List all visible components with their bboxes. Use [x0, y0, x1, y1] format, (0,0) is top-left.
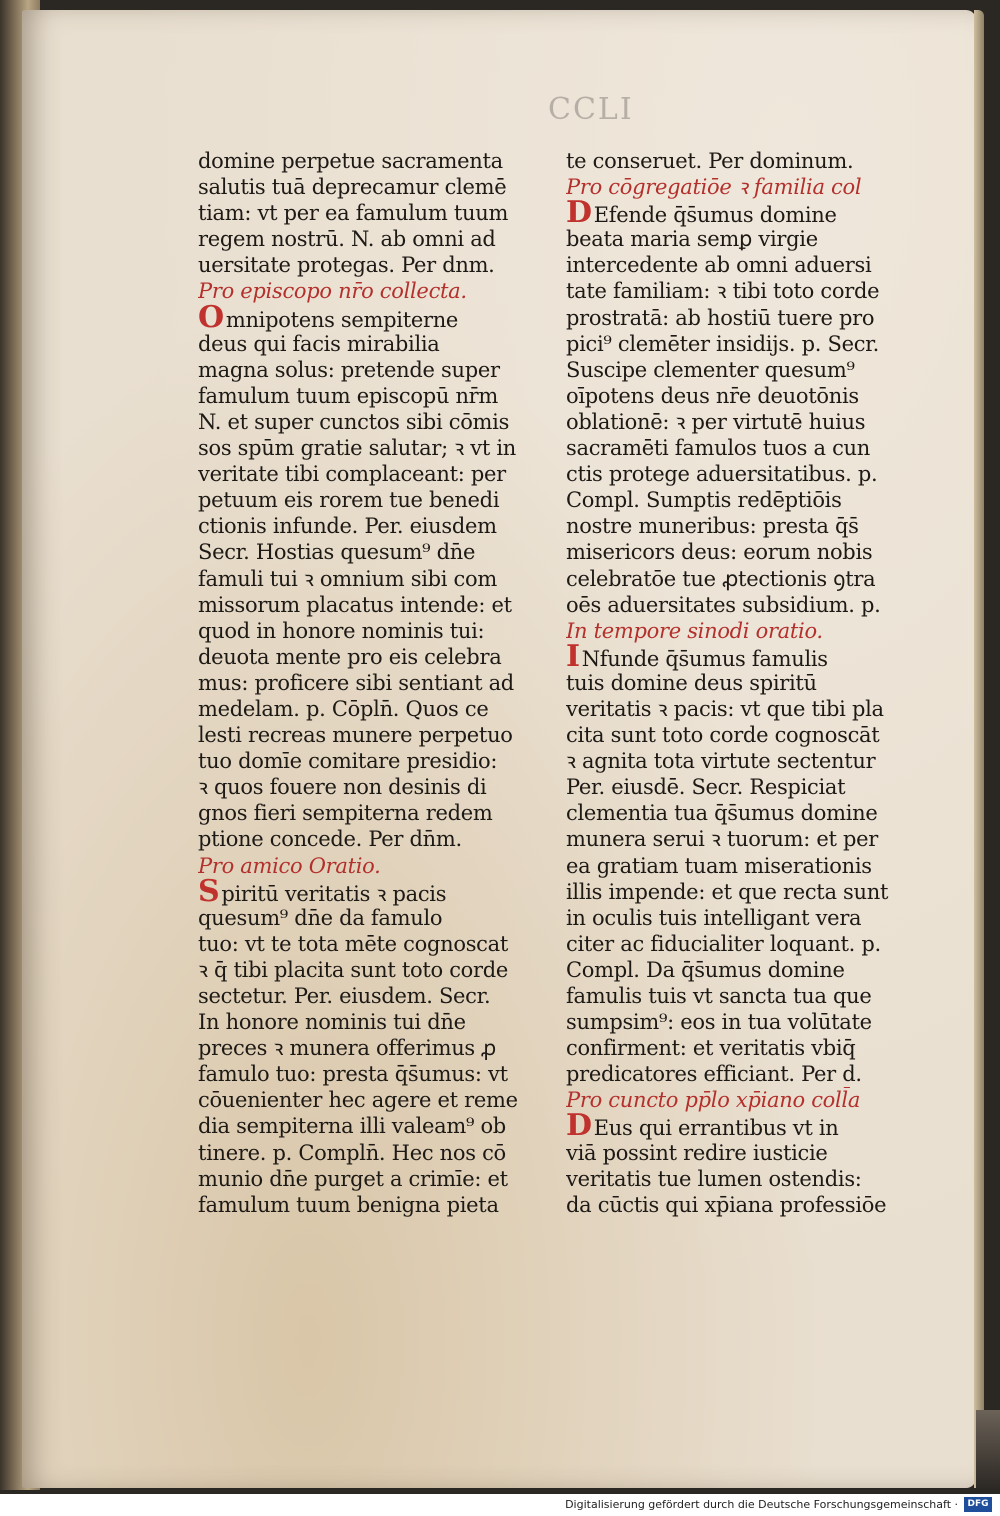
text-line	[566, 357, 906, 383]
text-line	[566, 278, 906, 304]
line-text: Compl. Da q̄s̄umus domine	[566, 957, 845, 982]
line-text: veritatis tue lumen ostendis:	[566, 1166, 862, 1191]
text-line	[566, 195, 906, 231]
decorated-initial: S	[198, 873, 220, 909]
line-text: sacramēti famulos tuos a cun	[566, 436, 870, 461]
text-line	[566, 722, 906, 748]
dfg-logo: DFG	[964, 1497, 992, 1512]
text-line	[198, 722, 546, 748]
text-line	[566, 513, 906, 539]
line-text: famulum tuum benigna pieta	[198, 1192, 499, 1217]
line-text: N. et super cunctos sibi cōmis	[198, 409, 510, 434]
line-text: deus qui facis mirabilia	[198, 331, 440, 356]
text-line	[198, 931, 546, 957]
text-line	[198, 461, 546, 487]
text-line	[566, 1166, 906, 1192]
line-text: Nfunde q̄s̄umus famulis	[581, 646, 828, 671]
text-line	[566, 826, 906, 852]
line-text: clementia tua q̄s̄umus domine	[566, 801, 878, 826]
text-line	[198, 1192, 546, 1218]
line-text: ctis protege aduersitatibus. p.	[566, 462, 878, 487]
text-line	[566, 1140, 906, 1166]
line-text: Per. eiusdē. Secr. Respiciat	[566, 775, 846, 800]
text-line	[566, 409, 906, 435]
text-line	[566, 1035, 906, 1061]
text-line	[566, 435, 906, 461]
line-text: ea gratiam tuam miserationis	[566, 853, 872, 878]
line-text: domine perpetue sacramenta	[198, 149, 503, 173]
text-line	[566, 696, 906, 722]
line-text: magna solus: pretende super	[198, 357, 500, 382]
line-text: tate familiam: ꝛ tibi toto corde	[566, 279, 880, 304]
line-text: oīpotens deus nr̄e deuotōnis	[566, 383, 859, 408]
line-text: missorum placatus intende: et	[198, 592, 512, 617]
line-text: quod in honore nominis tui:	[198, 618, 485, 643]
line-text: quesum⁹ dn̄e da famulo	[198, 905, 443, 930]
line-text: gnos fieri sempiterna redem	[198, 801, 493, 826]
binding-corner	[976, 1410, 1000, 1490]
text-line	[198, 226, 546, 252]
line-text: tuis domine deus spiritū	[566, 670, 817, 695]
text-line	[198, 299, 546, 335]
text-line	[198, 748, 546, 774]
line-text: famulo tuo: presta q̄s̄umus: vt	[198, 1062, 508, 1087]
text-line	[198, 1166, 546, 1192]
page-edge	[974, 10, 984, 1488]
rubric-heading	[198, 278, 546, 304]
rubric-heading	[566, 618, 906, 644]
text-line	[198, 174, 546, 200]
text-line	[566, 252, 906, 278]
text-line	[198, 1113, 546, 1139]
line-text: te conseruet. Per dominum.	[566, 149, 854, 173]
text-line	[566, 148, 906, 174]
text-line	[198, 435, 546, 461]
text-line	[566, 1108, 906, 1144]
line-text: in oculis tuis intelligant vera	[566, 905, 862, 930]
line-text: veritate tibi complaceant: per	[198, 462, 506, 487]
line-text: famulis tuis vt sancta tua que	[566, 984, 872, 1008]
line-text: preces ꝛ munera offerimus ꝓ	[198, 1036, 496, 1061]
line-text: Secr. Hostias quesum⁹ dn̄e	[198, 540, 476, 565]
text-line	[198, 1087, 546, 1113]
text-line	[198, 826, 546, 852]
text-line	[198, 670, 546, 696]
text-line	[198, 1140, 546, 1166]
right-text-column	[566, 148, 906, 1218]
text-line	[566, 853, 906, 879]
text-line	[198, 357, 546, 383]
line-text: illis impende: et que recta sunt	[566, 879, 889, 904]
line-text: In honore nominis tui dn̄e	[198, 1010, 466, 1035]
line-text: medelam. p. Cōpln̄. Quos ce	[198, 696, 489, 721]
line-text: lesti recreas munere perpetuo	[198, 723, 513, 748]
left-text-column	[198, 148, 546, 1218]
line-text: tuo domīe comitare presidio:	[198, 749, 498, 774]
text-line	[198, 566, 546, 592]
line-text: predicatores efficiant. Per d.	[566, 1062, 862, 1087]
folio-number: CCLI	[548, 92, 634, 127]
line-text: cōuenienter hec agere et reme	[198, 1088, 518, 1113]
text-line	[198, 539, 546, 565]
line-text: ꝛ agnita tota virtute sectentur	[566, 749, 876, 774]
line-text: oēs aduersitates subsidium. p.	[566, 592, 881, 617]
line-text: Pro cuncto pp̄lo xp̄iano coll̄a	[566, 1088, 861, 1113]
text-line	[566, 592, 906, 618]
line-text: Compl. Sumptis redēptiōis	[566, 488, 842, 513]
text-line	[566, 879, 906, 905]
text-line	[566, 487, 906, 513]
text-line	[198, 644, 546, 670]
line-text: tuo: vt te tota mēte cognoscat	[198, 931, 508, 956]
text-line	[198, 1061, 546, 1087]
line-text: ꝛ quos fouere non desinis di	[198, 775, 487, 800]
line-text: regem nostrū. N. ab omni ad	[198, 227, 496, 252]
line-text: tinere. p. Compln̄. Hec nos cō	[198, 1140, 506, 1165]
line-text: famulum tuum episcopū nr̄m	[198, 383, 499, 408]
line-text: mnipotens sempiterne	[225, 307, 459, 332]
text-line	[566, 983, 906, 1009]
line-text: prostratā: ab hostiū tuere pro	[566, 305, 875, 330]
decorated-initial: D	[566, 1108, 592, 1144]
text-line	[566, 383, 906, 409]
decorated-initial: I	[566, 638, 580, 674]
decorated-initial: O	[198, 299, 224, 335]
line-text: deuota mente pro eis celebra	[198, 644, 502, 669]
text-line	[566, 1061, 906, 1087]
text-line	[566, 774, 906, 800]
text-line	[566, 905, 906, 931]
line-text: famuli tui ꝛ omnium sibi com	[198, 566, 497, 591]
line-text: cita sunt toto corde cognoscāt	[566, 723, 880, 748]
text-line	[566, 461, 906, 487]
line-text: Pro amico Oratio.	[198, 853, 381, 878]
line-text: da cūctis qui xp̄iana professiōe	[566, 1192, 887, 1217]
rubric-heading	[566, 174, 906, 200]
text-line	[198, 513, 546, 539]
line-text: Pro cōgregatiōe ꝛ familia col	[566, 175, 862, 200]
line-text: viā possint redire iusticie	[566, 1140, 828, 1165]
text-line	[566, 539, 906, 565]
line-text: pici⁹ clemēter insidijs. p. Secr.	[566, 331, 879, 356]
line-text: intercedente ab omni aduersi	[566, 253, 872, 278]
line-text: Efende q̄s̄umus domine	[593, 203, 837, 228]
text-line	[198, 592, 546, 618]
line-text: sumpsim⁹: eos in tua volūtate	[566, 1010, 872, 1035]
line-text: sos spūm gratie salutar; ꝛ vt in	[198, 436, 516, 461]
line-text: piritū veritatis ꝛ pacis	[221, 881, 447, 906]
text-line	[198, 696, 546, 722]
text-line	[566, 1009, 906, 1035]
line-text: Suscipe clementer quesum⁹	[566, 357, 855, 382]
text-line	[566, 800, 906, 826]
line-text: beata maria semꝑ virgie	[566, 227, 818, 252]
line-text: celebratōe tue ꝓtectionis ꝯtra	[566, 566, 876, 591]
line-text: nostre muneribus: presta q̄s̄	[566, 514, 859, 539]
line-text: tiam: vt per ea famulum tuum	[198, 201, 509, 226]
text-line	[566, 566, 906, 592]
text-line	[198, 252, 546, 278]
line-text: misericors deus: eorum nobis	[566, 540, 873, 565]
text-line	[198, 409, 546, 435]
rubric-heading	[198, 853, 546, 879]
text-line	[198, 487, 546, 513]
line-text: sectetur. Per. eiusdem. Secr.	[198, 984, 491, 1008]
line-text: ꝛ q̄ tibi placita sunt toto corde	[198, 957, 509, 982]
line-text: oblationē: ꝛ per virtutē huius	[566, 409, 866, 434]
text-line	[566, 305, 906, 331]
line-text: salutis tuā deprecamur clemē	[198, 175, 507, 200]
text-line	[198, 983, 546, 1009]
text-line	[198, 1009, 546, 1035]
text-line	[198, 873, 546, 909]
text-line	[566, 638, 906, 674]
funding-credit: Digitalisierung gefördert durch die Deutsche Forschungsgemeinschaft ·	[565, 1498, 958, 1511]
line-text: ctionis infunde. Per. eiusdem	[198, 514, 497, 539]
text-line	[198, 800, 546, 826]
text-line	[198, 957, 546, 983]
line-text: ptione concede. Per dn̄m.	[198, 827, 462, 852]
text-line	[198, 774, 546, 800]
text-line	[198, 1035, 546, 1061]
line-text: Eus qui errantibus vt in	[593, 1116, 839, 1141]
line-text: Pro episcopo nr̄o collecta.	[198, 279, 467, 304]
text-line	[198, 618, 546, 644]
text-line	[198, 200, 546, 226]
text-line	[198, 905, 546, 931]
rubric-heading	[566, 1087, 906, 1113]
line-text: veritatis ꝛ pacis: vt que tibi pla	[566, 696, 884, 721]
line-text: munio dn̄e purget a crimīe: et	[198, 1166, 508, 1191]
line-text: mus: proficere sibi sentiant ad	[198, 670, 514, 695]
text-line	[566, 226, 906, 252]
line-text: petuum eis rorem tue benedi	[198, 488, 500, 513]
text-line	[198, 331, 546, 357]
line-text: uersitate protegas. Per dnm.	[198, 253, 495, 278]
footer-bar	[0, 1494, 1000, 1516]
text-line	[566, 331, 906, 357]
decorated-initial: D	[566, 195, 592, 231]
text-line	[566, 748, 906, 774]
line-text: citer ac fiducialiter loquant. p.	[566, 931, 881, 956]
text-line	[566, 1192, 906, 1218]
text-line	[198, 148, 546, 174]
line-text: In tempore sinodi oratio.	[566, 618, 823, 643]
line-text: munera serui ꝛ tuorum: et per	[566, 827, 878, 852]
text-line	[566, 957, 906, 983]
text-line	[566, 931, 906, 957]
line-text: dia sempiterna illi valeam⁹ ob	[198, 1114, 506, 1139]
text-line	[198, 383, 546, 409]
line-text: confirment: et veritatis vbiq̄	[566, 1036, 856, 1061]
text-line	[566, 670, 906, 696]
